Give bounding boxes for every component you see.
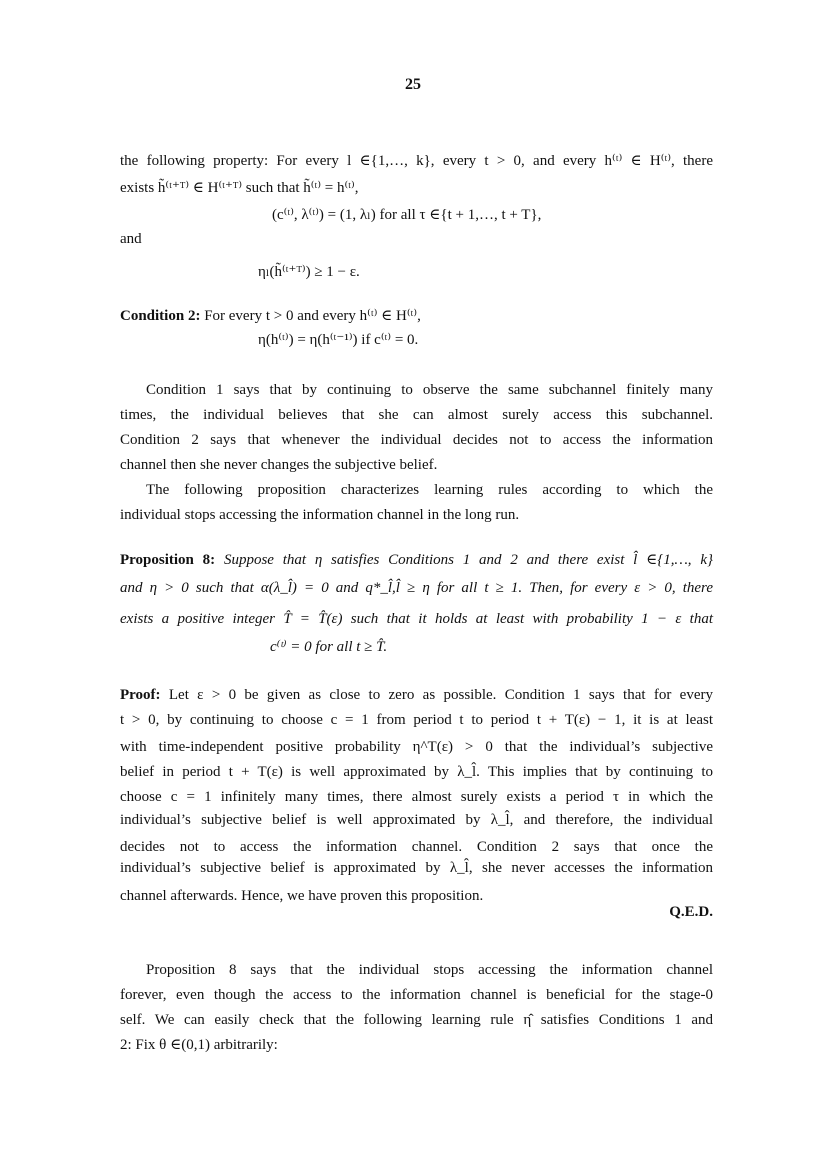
- text-line: Condition 1 says that by continuing to observe the same subchannel finitely many: [146, 382, 713, 398]
- text-line: 2: Fix θ ∈(0,1) arbitrarily:: [120, 1037, 278, 1053]
- text-line: channel then she never changes the subjective belief.: [120, 457, 438, 473]
- qed-mark: Q.E.D.: [669, 904, 713, 920]
- proposition-8: [120, 550, 713, 570]
- text-line: The following proposition characterizes learning rules according to which the: [146, 482, 713, 498]
- text-line: channel afterwards. Hence, we have proven this proposition.: [120, 888, 484, 904]
- text-line: with time-independent positive probability η^T(ε) > 0 that the individual’s subjective: [120, 739, 713, 755]
- text-line: and η > 0 such that α(λ_l̂) = 0 and q*_l̂,l̂ ≥ η for all t ≥ 1. Then, for every ε > 0, there: [120, 580, 713, 596]
- text-line: self. We can easily check that the following learning rule η̂ satisfies Conditions 1 and: [120, 1012, 713, 1028]
- text-line: Proposition 8 says that the individual stops accessing the information channel: [146, 962, 713, 978]
- equation-line: (c⁽ᵗ⁾, λ⁽ᵗ⁾) = (1, λₗ) for all τ ∈{t + 1,…, t + T},: [272, 207, 542, 223]
- text-line: exists h̃⁽ᵗ⁺ᵀ⁾ ∈ H⁽ᵗ⁺ᵀ⁾ such that h̃⁽ᵗ⁾ = h⁽ᵗ⁾,: [120, 180, 359, 196]
- text-line: exists a positive integer T̂ = T̂(ε) such that it holds at least with probability 1 − ε that: [120, 611, 713, 627]
- text-line: forever, even though the access to the information channel is beneficial for the stage-0: [120, 987, 713, 1003]
- proposition-label: Proposition 8:: [120, 552, 216, 568]
- text-line: and: [120, 231, 142, 247]
- proof: [120, 685, 713, 705]
- text-line: the following property: For every l ∈{1,…, k}, every t > 0, and every h⁽ᵗ⁾ ∈ H⁽ᵗ⁾, there: [120, 153, 713, 169]
- text-line: decides not to access the information channel. Condition 2 says that once the: [120, 839, 713, 855]
- proposition-text: Suppose that η satisfies Conditions 1 and 2 and there exist l̂ ∈{1,…, k}: [215, 552, 713, 568]
- condition-2-text: For every t > 0 and every h⁽ᵗ⁾ ∈ H⁽ᵗ⁾,: [200, 308, 421, 324]
- equation-line: η(h⁽ᵗ⁾) = η(h⁽ᵗ⁻¹⁾) if c⁽ᵗ⁾ = 0.: [258, 332, 419, 348]
- text-line: t > 0, by continuing to choose c = 1 from period t to period t + T(ε) − 1, it is at least: [120, 712, 713, 728]
- text-line: choose c = 1 infinitely many times, there almost surely exists a period τ in which the: [120, 789, 713, 805]
- text-line: individual stops accessing the information channel in the long run.: [120, 507, 520, 523]
- text-line: Condition 2 says that whenever the individual decides not to access the information: [120, 432, 713, 448]
- condition-2-label: Condition 2:: [120, 308, 201, 324]
- equation-line: c⁽ᵗ⁾ = 0 for all t ≥ T̂.: [270, 639, 388, 655]
- proof-label: Proof:: [120, 687, 161, 703]
- text-line: belief in period t + T(ε) is well approximated by λ_l̂. This implies that by continuing to: [120, 764, 713, 780]
- proof-text: Let ε > 0 be given as close to zero as possible. Condition 1 says that for every: [160, 687, 713, 703]
- condition-2: [120, 306, 421, 326]
- text-line: individual’s subjective belief is approximated by λ_l̂, she never accesses the information: [120, 860, 713, 876]
- text-line: times, the individual believes that she can almost surely access this subchannel.: [120, 407, 713, 423]
- text-line: individual’s subjective belief is well approximated by λ_l̂, and therefore, the individual: [120, 812, 713, 828]
- equation-line: ηₗ(h̃⁽ᵗ⁺ᵀ⁾) ≥ 1 − ε.: [258, 264, 360, 280]
- page-number: 25: [405, 76, 421, 93]
